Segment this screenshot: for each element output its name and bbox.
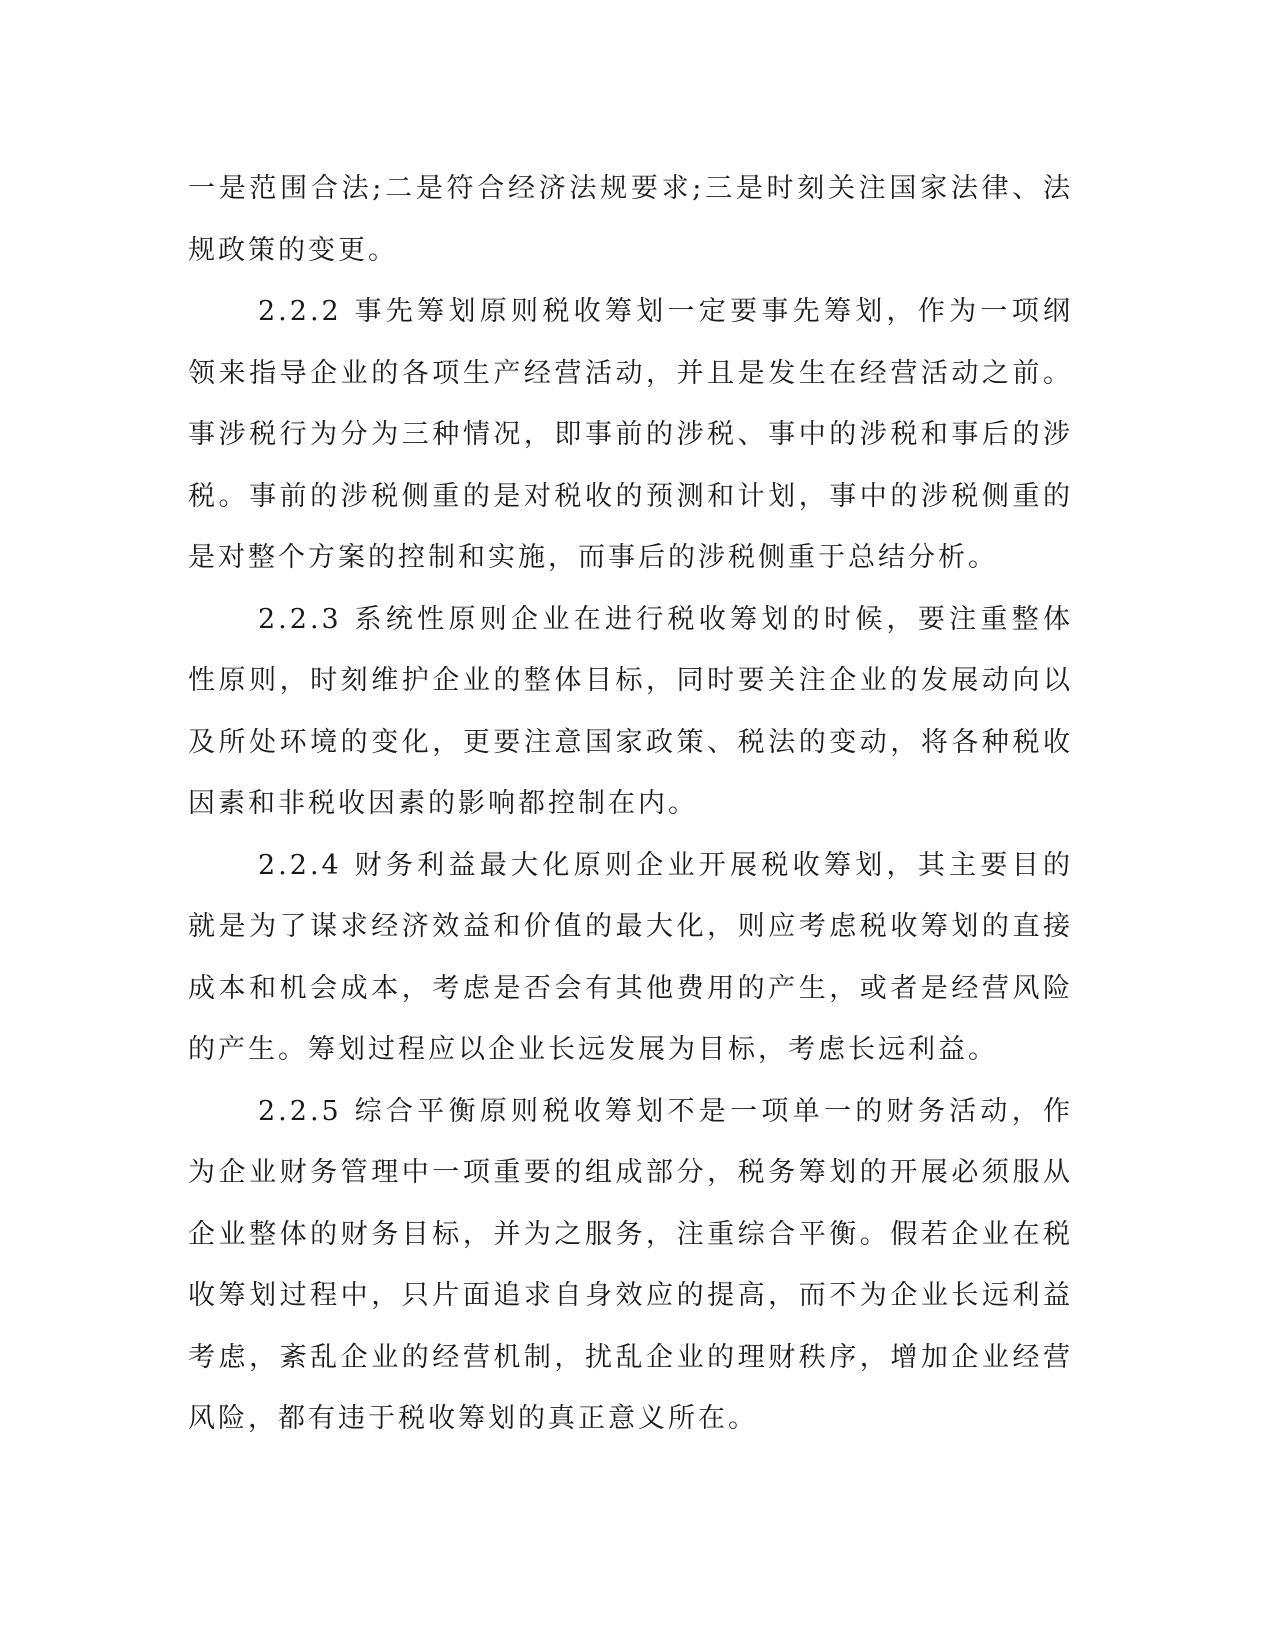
paragraph-continuation: 一是范围合法;二是符合经济法规要求;三是时刻关注国家法律、法规政策的变更。 (188, 173, 1073, 266)
paragraph-2-2-4: 2.2.4 财务利益最大化原则企业开展税收筹划，其主要目的就是为了谋求经济效益和价值的最大化，则应考虑税收筹划的直接成本和机会成本，考虑是否会有其他费用的产生，或者是经营风险的产生。筹划过程应以企业长远发展为目标，考虑长远利益。 (188, 849, 1073, 1065)
paragraph-2-2-5: 2.2.5 综合平衡原则税收筹划不是一项单一的财务活动，作为企业财务管理中一项重要的组成部分，税务筹划的开展必须服从企业整体的财务目标，并为之服务，注重综合平衡。假若企业在税收筹划过程中，只片面追求自身效应的提高，而不为企业长远利益考虑，紊乱企业的经营机制，扰乱企业的理财秩序，增加企业经营风险，都有违于税收筹划的真正意义所在。 (188, 1095, 1073, 1434)
document-body (188, 158, 1073, 1450)
paragraph-2-2-3: 2.2.3 系统性原则企业在进行税收筹划的时候，要注重整体性原则，时刻维护企业的整体目标，同时要关注企业的发展动向以及所处环境的变化，更要注意国家政策、税法的变动，将各种税收因素和非税收因素的影响都控制在内。 (188, 603, 1073, 819)
paragraph-2-2-2: 2.2.2 事先筹划原则税收筹划一定要事先筹划，作为一项纲领来指导企业的各项生产经营活动，并且是发生在经营活动之前。事涉税行为分为三种情况，即事前的涉税、事中的涉税和事后的涉税。事前的涉税侧重的是对税收的预测和计划，事中的涉税侧重的是对整个方案的控制和实施，而事后的涉税侧重于总结分析。 (188, 296, 1073, 573)
